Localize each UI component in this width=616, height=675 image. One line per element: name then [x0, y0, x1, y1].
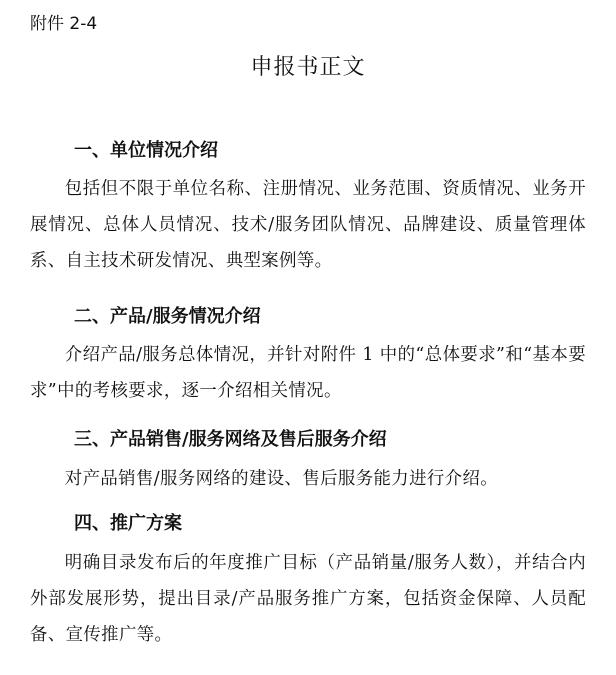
attachment-label: 附件 2-4: [30, 14, 98, 34]
section-heading-promotion-plan: 四、推广方案: [74, 513, 182, 534]
section-body-unit-info: 包括但不限于单位名称、注册情况、业务范围、资质情况、业务开展情况、总体人员情况、技术/服务团队情况、品牌建设、质量管理体系、自主技术研发情况、典型案例等。: [30, 179, 586, 271]
page-title: 申报书正文: [250, 55, 366, 80]
section-body-sales-network: 对产品销售/服务网络的建设、售后服务能力进行介绍。: [64, 469, 499, 489]
section-body-promotion-plan: 明确目录发布后的年度推广目标（产品销量/服务人数），并结合内外部发展形势，提出目录/产品服务推广方案，包括资金保障、人员配备、宣传推广等。: [30, 553, 586, 645]
section-heading-unit-info: 一、单位情况介绍: [74, 140, 218, 161]
section-body-product-service: 介绍产品/服务总体情况，并针对附件 1 中的“总体要求”和“基本要求”中的考核要求，逐一介绍相关情况。: [30, 345, 586, 401]
section-heading-product-service: 二、产品/服务情况介绍: [74, 306, 261, 327]
section-heading-sales-network: 三、产品销售/服务网络及售后服务介绍: [74, 429, 387, 450]
